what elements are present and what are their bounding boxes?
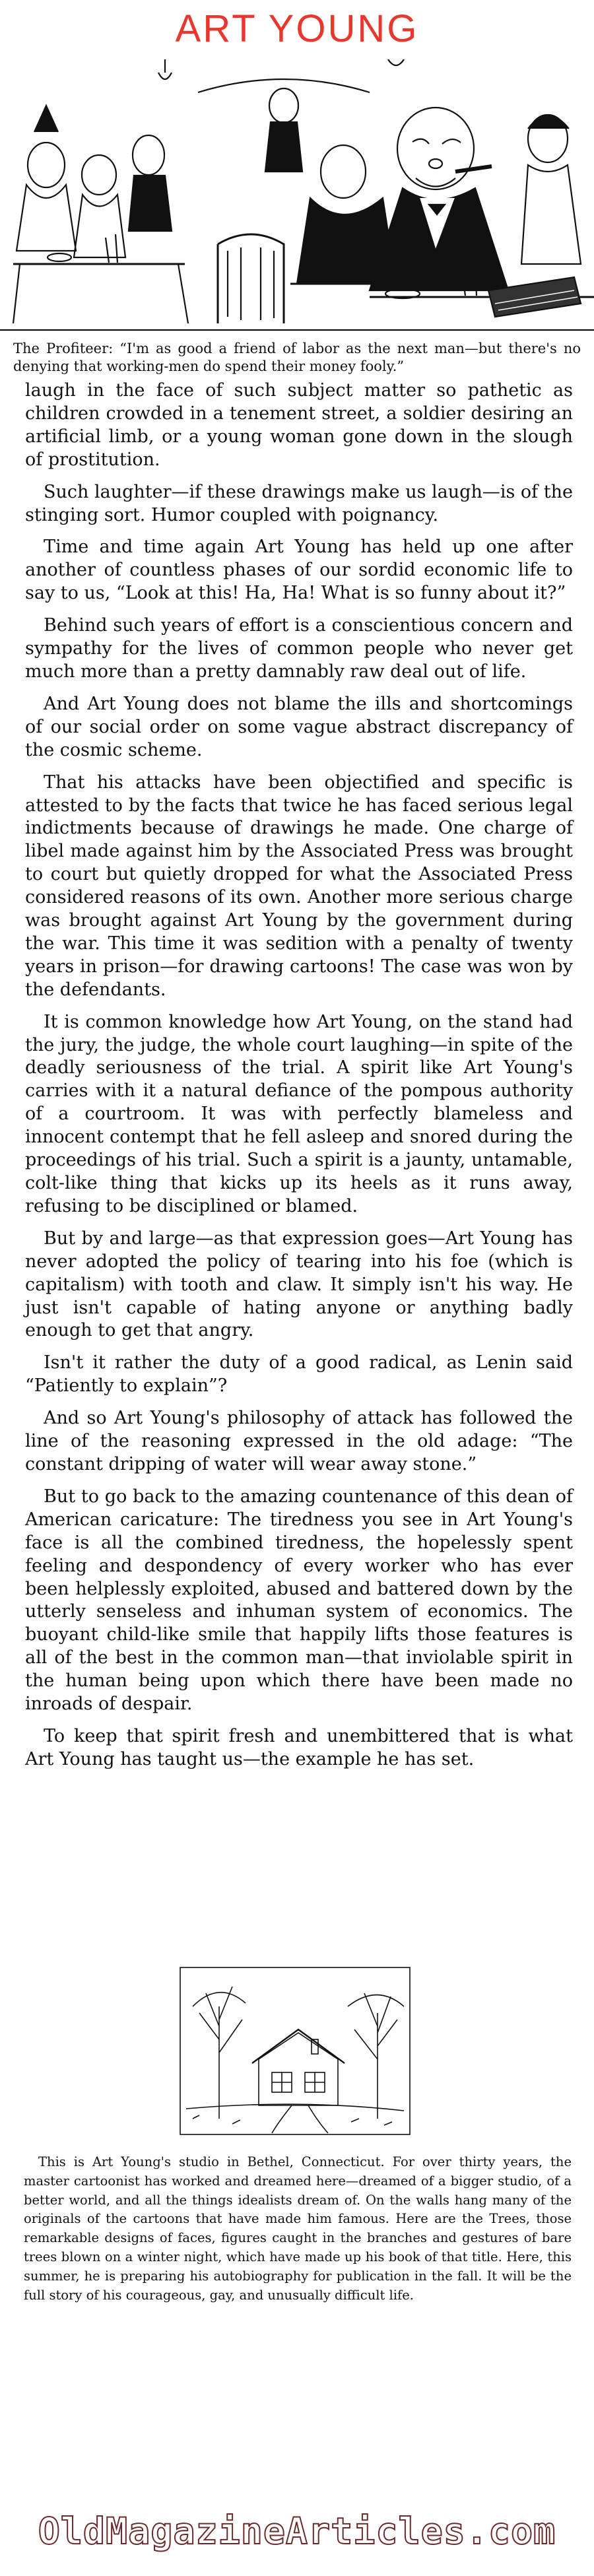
article-paragraph: That his attacks have been objectified and specific is attested to by the facts that twice he has faced serious legal indictments because of drawings he made. One charge of libel made against him by the Associated Press was brought to court but quietly dropped for what the Associated Press considered reasons of its own. Another more serious charge was brought against Art Young by the government during the war. This time it was sedition with a penalty of twenty years in prison—for drawing cartoons! The case was won by the defendants. xyxy=(25,772,573,1000)
article-paragraph: Time and time again Art Young has held up one after another of countless phases of our sordid economic life to say to us, “Look at this! Ha, Ha! What is so funny about it?” xyxy=(25,537,573,604)
watermark: OldMagazineArticles.com xyxy=(38,2510,556,2552)
article-paragraph: laugh in the face of such subject matter so pathetic as children crowded in a tenement street, a soldier desiring an artificial limb, or a young woman gone down in the slough of prostitution. xyxy=(25,380,573,470)
article-paragraph: And Art Young does not blame the ills and shortcomings of our social order on some vague abstract discrepancy of the cosmic scheme. xyxy=(25,693,573,760)
article-paragraph: It is common knowledge how Art Young, on the stand had the jury, the judge, the whole court laughing—in spite of the deadly seriousness of the trial. A spirit like Art Young's carries with it a natural defiance of the pompous authority of a courtroom. It was with perfectly blameless and innocent contempt that he fell asleep and snored during the proceedings of his trial. Such a spirit is a jaunty, untamable, colt-like thing that kicks up its heels as it runs away, refusing to be disciplined or blamed. xyxy=(25,1011,573,1216)
header xyxy=(0,0,594,59)
article-paragraph: To keep that spirit fresh and unembittered that is what Art Young has taught us—the example he has set. xyxy=(25,1725,573,1769)
article-paragraph: But to go back to the amazing countenance of this dean of American caricature: The tiredness you see in Art Young's face is all the combined tiredness, the hopelessly spent feeling and despondency of every worker who has ever been helplessly exploited, abused and battered down by the utterly senseless and inhuman system of economics. The buoyant child-like smile that happily lifts those features is all of the best in the common man—that inviolable spirit in the human being upon which there have been made no inroads of despair. xyxy=(25,1486,573,1715)
article-paragraph: Such laughter—if these drawings make us laugh—is of the stinging sort. Humor coupled with poignancy. xyxy=(25,481,573,525)
studio-illustration xyxy=(180,1967,411,2135)
article-paragraph: But by and large—as that expression goes—Art Young has never adopted the policy of tearing into his foe (which is capitalism) with tooth and claw. It simply isn't his way. He just isn't capable of hating anyone or anything badly enough to get that angry. xyxy=(25,1228,573,1341)
studio-caption: This is Art Young's studio in Bethel, Connecticut. For over thirty years, the master cartoonist has worked and dreamed here—dreamed of a bigger studio, of a better world, and all the things idealists dream of. On the walls hang many of the originals of the cartoons that have made him famous. Here are the Trees, those remarkable designs of faces, figures caught in the branches and gestures of bare trees blown on a winter night, which have made up his book of that title. Here, this summer, he is preparing his autobiography for publication in the fall. It will be the full story of his courageous, gay, and unusually difficult life. xyxy=(24,2154,572,2303)
article-body xyxy=(25,380,573,1781)
article-paragraph: Isn't it rather the duty of a good radical, as Lenin said “Patiently to explain”? xyxy=(25,1352,573,1397)
article-paragraph: Behind such years of effort is a conscientious concern and sympathy for the lives of common people who never get much more than a pretty damnably raw deal out of life. xyxy=(25,615,573,682)
profiteer-cartoon xyxy=(0,13,594,340)
article-paragraph: And so Art Young's philosophy of attack has followed the line of the reasoning expressed in the old adage: “The constant dripping of water will wear away stone.” xyxy=(25,1408,573,1474)
page-title: ART YOUNG xyxy=(175,7,419,50)
cartoon-caption: The Profiteer: “I'm as good a friend of labor as the next man—but there's no denying that working-men do spend their money fooly.” xyxy=(13,341,581,374)
